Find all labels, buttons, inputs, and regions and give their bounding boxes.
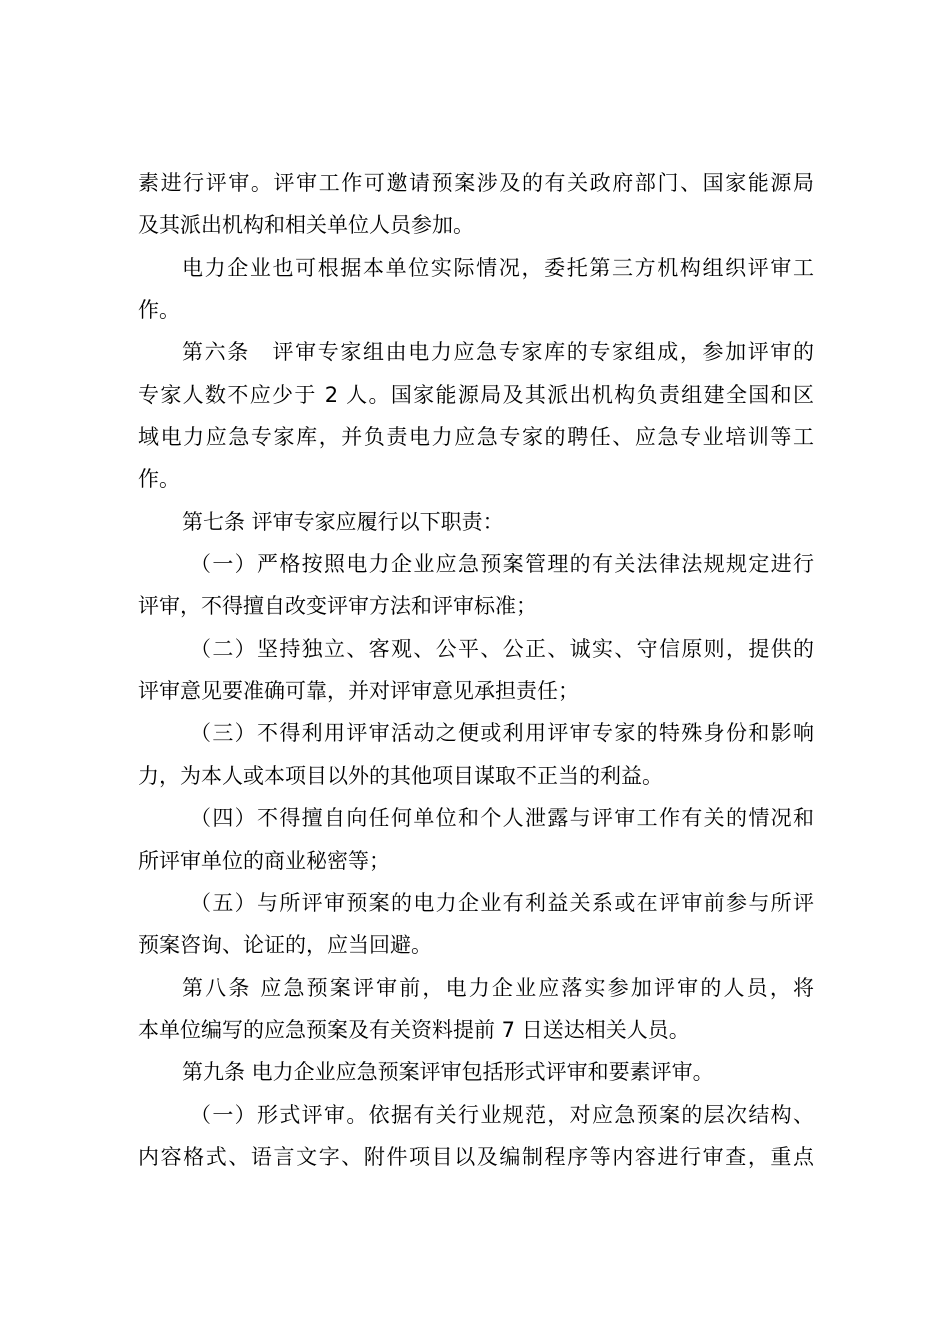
text-line: 内容格式、语言文字、附件项目以及编制程序等内容进行审查，重点 xyxy=(138,1144,814,1169)
text-line: 第八条 应急预案评审前，电力企业应落实参加评审的人员，将 xyxy=(182,975,814,1000)
text-line: （一）严格按照电力企业应急预案管理的有关法律法规规定进行 xyxy=(190,552,814,577)
text-line: 预案咨询、论证的，应当回避。 xyxy=(138,933,432,958)
text-line: 及其派出机构和相关单位人员参加。 xyxy=(138,213,474,238)
text-line: 素进行评审。评审工作可邀请预案涉及的有关政府部门、国家能源局 xyxy=(138,171,814,195)
text-line: （三）不得利用评审活动之便或利用评审专家的特殊身份和影响 xyxy=(190,721,814,746)
text-line: 作。 xyxy=(138,298,180,323)
text-line: 第六条 评审专家组由电力应急专家库的专家组成，参加评审的 xyxy=(182,340,814,365)
text-line: 力，为本人或本项目以外的其他项目谋取不正当的利益。 xyxy=(138,763,663,788)
text-line: 评审，不得擅自改变评审方法和评审标准； xyxy=(138,594,537,619)
text-line: 本单位编写的应急预案及有关资料提前 7 日送达相关人员。 xyxy=(138,1017,690,1042)
text-line: 域电力应急专家库，并负责电力应急专家的聘任、应急专业培训等工 xyxy=(138,425,814,450)
text-line: 第七条 评审专家应履行以下职责： xyxy=(182,509,504,534)
text-line: （二）坚持独立、客观、公平、公正、诚实、守信原则，提供的 xyxy=(190,636,814,661)
text-line: 评审意见要准确可靠，并对评审意见承担责任； xyxy=(138,679,579,704)
text-line: （四）不得擅自向任何单位和个人泄露与评审工作有关的情况和 xyxy=(190,806,814,831)
text-line: 专家人数不应少于 2 人。国家能源局及其派出机构负责组建全国和区 xyxy=(138,382,814,407)
text-line: 所评审单位的商业秘密等； xyxy=(138,848,390,873)
text-line: （五）与所评审预案的电力企业有利益关系或在评审前参与所评 xyxy=(190,890,814,915)
text-line: 作。 xyxy=(138,467,180,492)
text-line: 第九条 电力企业应急预案评审包括形式评审和要素评审。 xyxy=(182,1060,714,1085)
text-line: 电力企业也可根据本单位实际情况，委托第三方机构组织评审工 xyxy=(182,255,814,280)
document-body xyxy=(138,162,814,1178)
text-line: （一）形式评审。依据有关行业规范，对应急预案的层次结构、 xyxy=(190,1102,814,1127)
